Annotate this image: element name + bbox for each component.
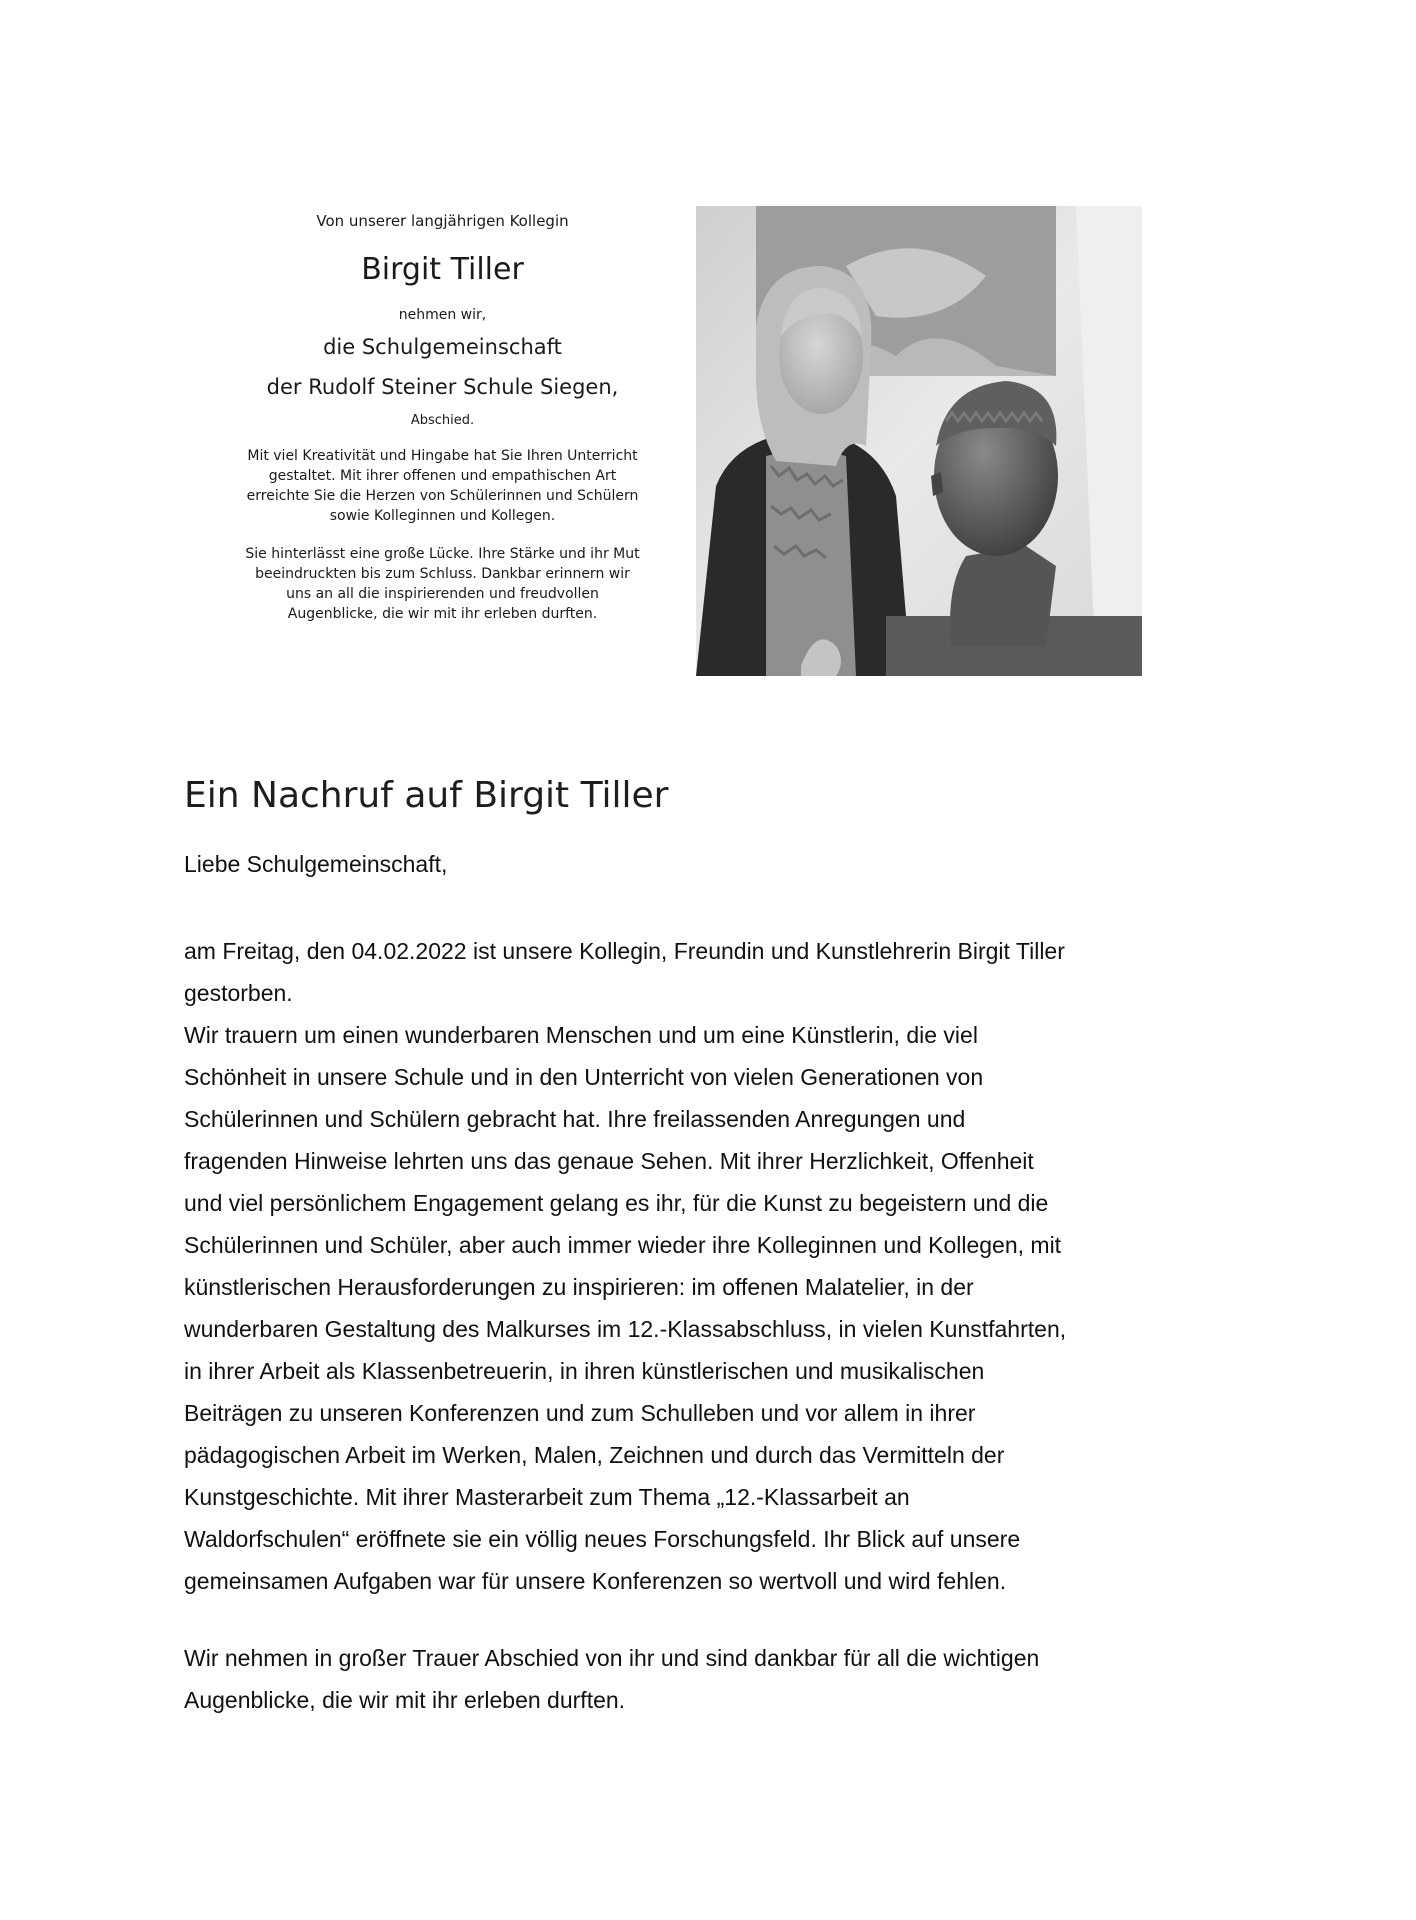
body-line: in ihrer Arbeit als Klassenbetreuerin, in ihren künstlerischen und musikalischen xyxy=(184,1358,985,1384)
notice-name: Birgit Tiller xyxy=(361,252,524,287)
closing-line: Wir nehmen in großer Trauer Abschied von ihr und sind dankbar für all die wichtigen xyxy=(184,1645,1040,1671)
body-line: Schülerinnen und Schülern gebracht hat. Ihre freilassenden Anregungen und xyxy=(184,1106,966,1132)
body-line: pädagogischen Arbeit im Werken, Malen, Zeichnen und durch das Vermitteln der xyxy=(184,1442,1005,1468)
body-line: Schülerinnen und Schüler, aber auch immer wieder ihre Kolleginnen und Kollegen, mit xyxy=(184,1232,1062,1258)
body-line: gemeinsamen Aufgaben war für unsere Konferenzen so wertvoll und wird fehlen. xyxy=(184,1568,1007,1594)
closing-line: Augenblicke, die wir mit ihr erleben durften. xyxy=(184,1687,626,1713)
notice-line-schule: der Rudolf Steiner Schule Siegen, xyxy=(266,375,619,399)
notice-p2-line: Sie hinterlässt eine große Lücke. Ihre Stärke und ihr Mut xyxy=(245,546,640,562)
body-line: und viel persönlichem Engagement gelang es ihr, für die Kunst zu begeistern und die xyxy=(184,1190,1049,1216)
portrait-photo xyxy=(696,206,1142,676)
body-line: Schönheit in unsere Schule und in den Unterricht von vielen Generationen von xyxy=(184,1064,984,1090)
article-closing xyxy=(184,1637,1234,1721)
body-line: Beiträgen zu unseren Konferenzen und zum Schulleben und vor allem in ihrer xyxy=(184,1400,976,1426)
body-line: fragenden Hinweise lehrten uns das genaue Sehen. Mit ihrer Herzlichkeit, Offenheit xyxy=(184,1148,1034,1174)
body-line: Wir trauern um einen wunderbaren Menschen und um eine Künstlerin, die viel xyxy=(184,1022,978,1048)
article-title: Ein Nachruf auf Birgit Tiller xyxy=(184,775,669,816)
notice-line-gemeinschaft: die Schulgemeinschaft xyxy=(323,335,562,359)
notice-p1-line: erreichte Sie die Herzen von Schülerinnen und Schülern xyxy=(246,488,639,504)
body-line: Waldorfschulen“ eröffnete sie ein völlig neues Forschungsfeld. Ihr Blick auf unsere xyxy=(184,1526,1021,1552)
notice-line-abschied: Abschied. xyxy=(410,413,475,428)
body-line: am Freitag, den 04.02.2022 ist unsere Kollegin, Freundin und Kunstlehrerin Birgit Tiller xyxy=(184,938,1065,964)
article-body xyxy=(184,930,1234,1602)
notice-paragraph-2 xyxy=(220,544,665,624)
notice-line-nehmen: nehmen wir, xyxy=(398,307,487,323)
notice-intro: Von unserer langjährigen Kollegin xyxy=(316,212,569,230)
body-line: künstlerischen Herausforderungen zu inspirieren: im offenen Malatelier, in der xyxy=(184,1274,974,1300)
body-line: Kunstgeschichte. Mit ihrer Masterarbeit zum Thema „12.-Klassarbeit an xyxy=(184,1484,910,1510)
notice-p1-line: Mit viel Kreativität und Hingabe hat Sie Ihren Unterricht xyxy=(247,448,638,464)
body-line: wunderbaren Gestaltung des Malkurses im 12.-Klassabschluss, in vielen Kunstfahrten, xyxy=(184,1316,1067,1342)
notice-p2-line: uns an all die inspirierenden und freudvollen xyxy=(286,586,599,602)
notice-paragraph-1 xyxy=(220,446,665,526)
notice-p1-line: gestaltet. Mit ihrer offenen und empathischen Art xyxy=(268,468,617,484)
article-greeting: Liebe Schulgemeinschaft, xyxy=(184,851,448,877)
notice-p2-line: beeindruckten bis zum Schluss. Dankbar erinnern wir xyxy=(255,566,630,582)
notice-p2-line: Augenblicke, die wir mit ihr erleben durften. xyxy=(287,606,598,622)
memorial-notice xyxy=(220,200,665,624)
portrait-photo-illustration xyxy=(696,206,1142,676)
body-line: gestorben. xyxy=(184,980,293,1006)
notice-p1-line: sowie Kolleginnen und Kollegen. xyxy=(329,508,556,524)
